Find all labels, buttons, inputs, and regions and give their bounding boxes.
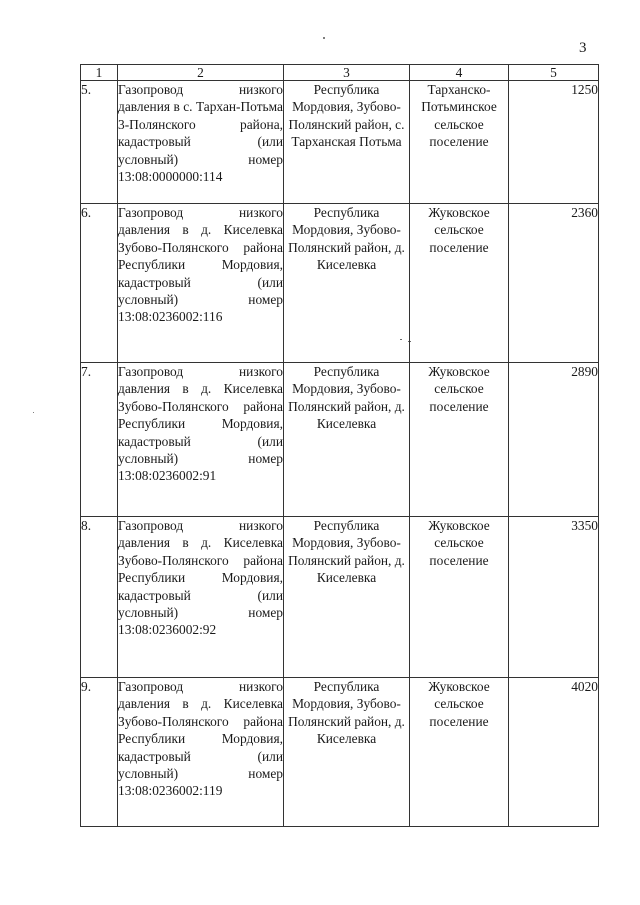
object-description [118, 81, 284, 204]
table-row [81, 204, 599, 363]
object-text: Газопровод низкого давления в д. Киселевка Зубово-Полянского района Республики Мордовия, кадастровый (или условный) номер 13:08:0236002:92 [118, 518, 283, 638]
table-row [81, 363, 599, 517]
settlement-name: Жуковское сельское поселение [410, 517, 509, 678]
row-number: 9. [81, 678, 118, 827]
header-cell-2: 2 [118, 65, 284, 81]
objects-table [80, 64, 599, 827]
table-row [81, 81, 599, 204]
object-text: Газопровод низкого давления в д. Киселевка Зубово-Полянского района Республики Мордовия, кадастровый (или условный) номер 13:08:0236002:116 [118, 205, 283, 325]
page-number: 3 [579, 40, 587, 56]
header-cell-1: 1 [81, 65, 118, 81]
object-text: Газопровод низкого давления в с. Тархан-Потьма 3-Полянского района, кадастровый (или условный) номер 13:08:0000000:114 [118, 82, 283, 185]
object-location: Республика Мордовия, Зубово-Полянский район, с. Тарханская Потьма [284, 81, 410, 204]
header-cell-5: 5 [509, 65, 599, 81]
object-description [118, 678, 284, 827]
object-description [118, 363, 284, 517]
header-cell-3: 3 [284, 65, 410, 81]
header-cell-4: 4 [410, 65, 509, 81]
table-row [81, 517, 599, 678]
header-row [81, 65, 599, 81]
length-value: 1250 [509, 81, 599, 204]
object-location: Республика Мордовия, Зубово-Полянский район, д. Киселевка [284, 678, 410, 827]
length-value: 3350 [509, 517, 599, 678]
scan-speck [323, 37, 325, 39]
settlement-name: Жуковское сельское поселение [410, 678, 509, 827]
object-description [118, 204, 284, 363]
object-location: Республика Мордовия, Зубово-Полянский район, д. Киселевка [284, 363, 410, 517]
object-location: Республика Мордовия, Зубово-Полянский район, д. Киселевка [284, 204, 410, 363]
scan-speck [33, 412, 34, 413]
row-number: 7. [81, 363, 118, 517]
settlement-name: Тарханско-Потьминское сельское поселение [410, 81, 509, 204]
row-number: 6. [81, 204, 118, 363]
length-value: 2360 [509, 204, 599, 363]
row-number: 5. [81, 81, 118, 204]
object-text: Газопровод низкого давления в д. Киселевка Зубово-Полянского района Республики Мордовия, кадастровый (или условный) номер 13:08:0236002:91 [118, 364, 283, 484]
length-value: 2890 [509, 363, 599, 517]
object-text: Газопровод низкого давления в д. Киселевка Зубово-Полянского района Республики Мордовия, кадастровый (или условный) номер 13:08:0236002:119 [118, 679, 283, 799]
object-location: Республика Мордовия, Зубово-Полянский район, д. Киселевка [284, 517, 410, 678]
row-number: 8. [81, 517, 118, 678]
length-value: 4020 [509, 678, 599, 827]
table-row [81, 678, 599, 827]
settlement-name: Жуковское сельское поселение [410, 363, 509, 517]
settlement-name: Жуковское сельское поселение [410, 204, 509, 363]
object-description [118, 517, 284, 678]
